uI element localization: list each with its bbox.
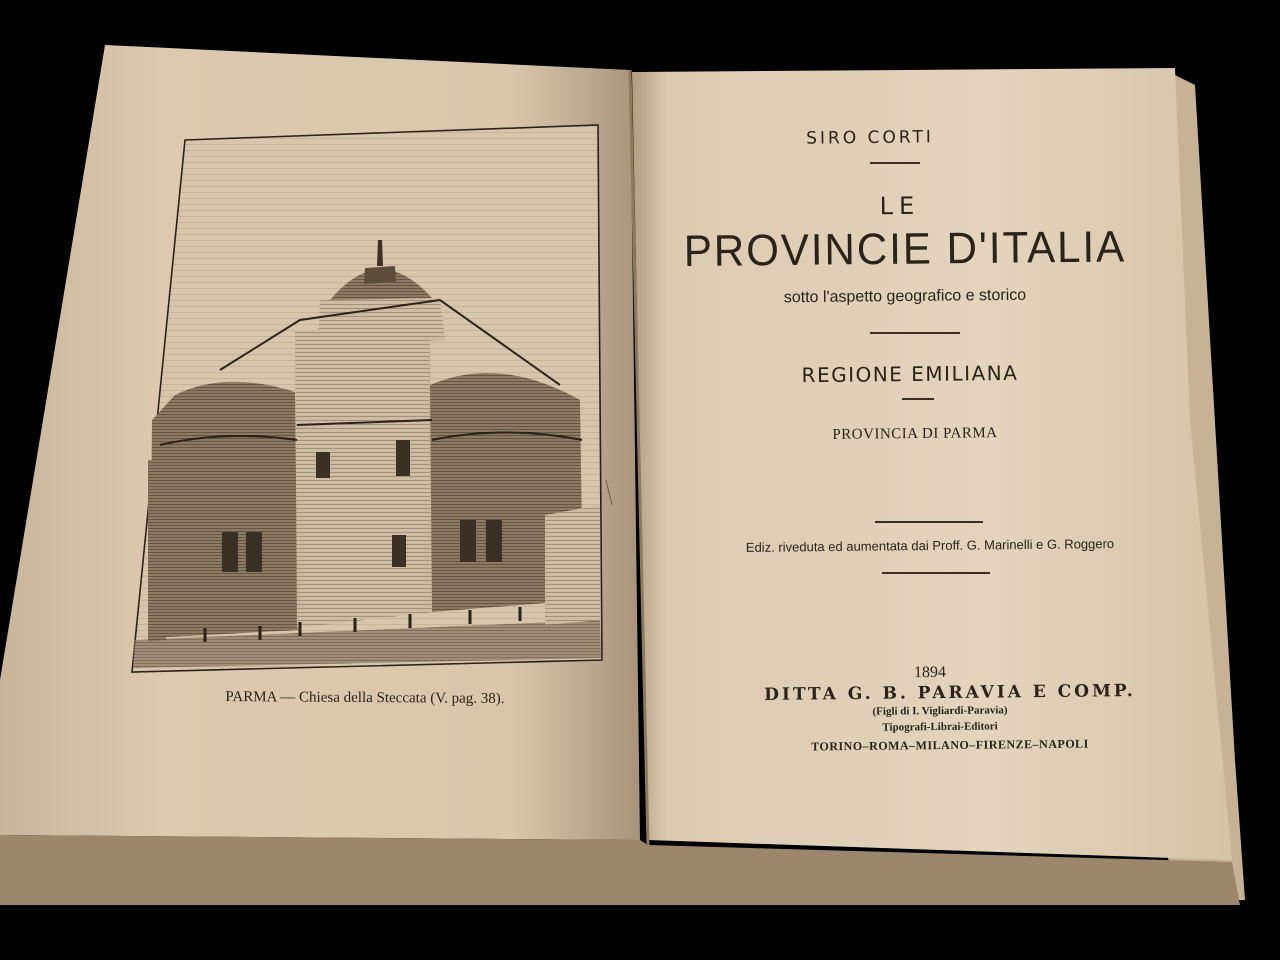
- author-name: SIRO CORTI: [806, 127, 934, 149]
- region-heading: REGIONE EMILIANA: [801, 360, 1019, 388]
- publication-year: 1894: [913, 663, 947, 682]
- illustration-caption: PARMA — Chiesa della Steccata (V. pag. 38).: [225, 689, 505, 707]
- divider: [902, 398, 934, 400]
- book-title: PROVINCIE D'ITALIA: [683, 221, 1127, 276]
- book-subtitle: sotto l'aspetto geografico e storico: [783, 286, 1027, 307]
- divider: [875, 521, 983, 523]
- publisher-name: DITTA G. B. PARAVIA E COMP.: [764, 681, 1136, 705]
- title-prefix: LE: [879, 191, 921, 221]
- edition-note: Ediz. riveduta ed aumentata dai Proff. G. Marinelli e G. Roggero: [745, 536, 1115, 555]
- divider: [870, 162, 920, 164]
- divider: [870, 332, 960, 334]
- publisher-note: (Figli di I. Vigliardi-Paravia): [872, 704, 1008, 718]
- divider: [882, 572, 990, 574]
- publisher-role: Tipografi-Librai-Editori: [882, 720, 998, 734]
- publisher-cities: TORINO–ROMA–MILANO–FIRENZE–NAPOLI: [811, 736, 1089, 754]
- province-heading: PROVINCIA DI PARMA: [832, 425, 998, 443]
